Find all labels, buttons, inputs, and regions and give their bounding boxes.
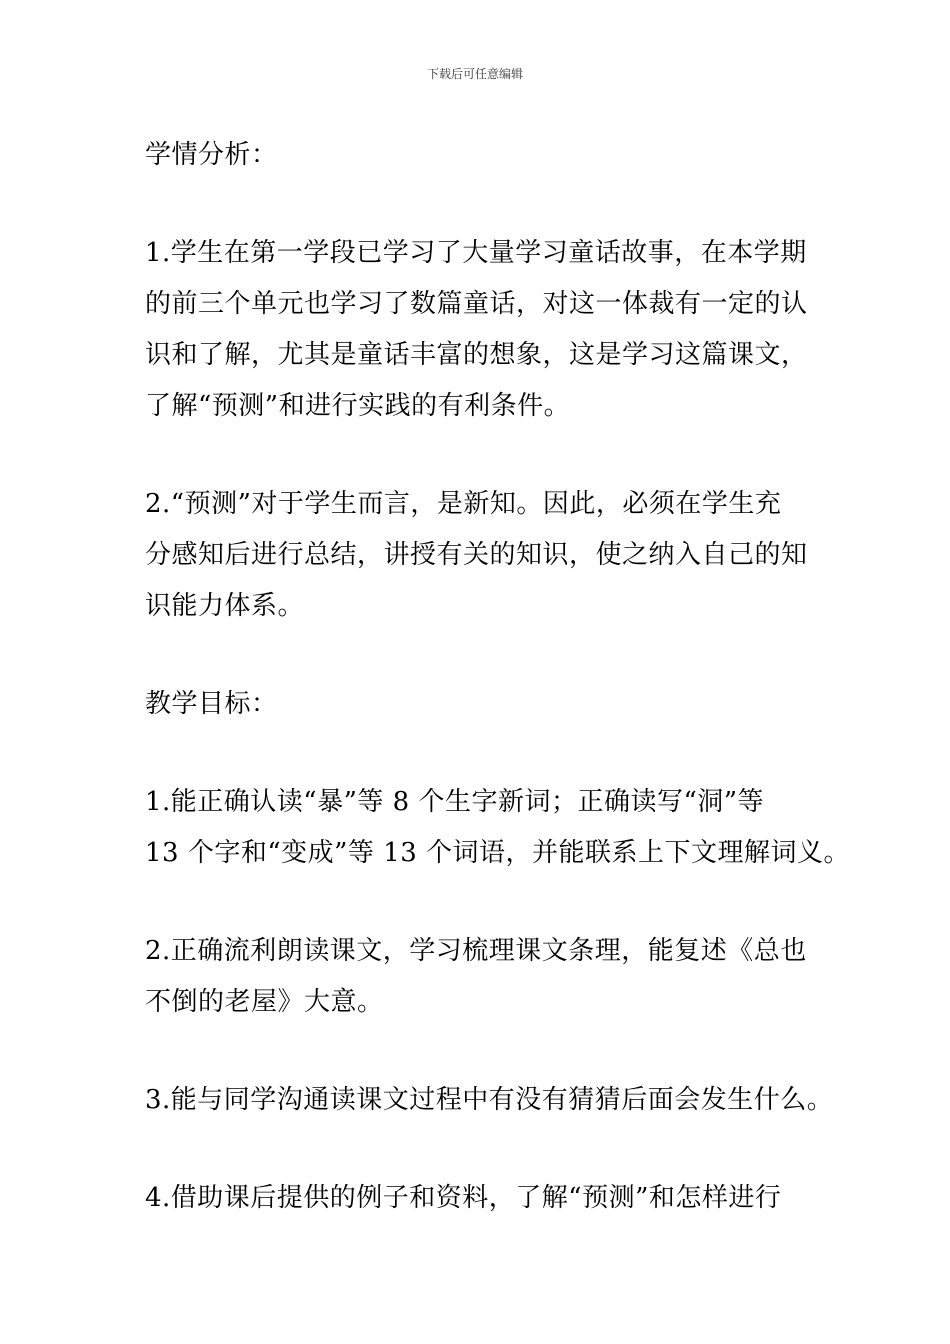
objective-paragraph-4 — [145, 1173, 825, 1224]
text-line: 分感知后进行总结，讲授有关的知识，使之纳入自己的知 — [145, 540, 808, 570]
text-line: 1.学生在第一学段已学习了大量学习童话故事，在本学期 — [145, 238, 807, 268]
text-line: 识和了解，尤其是童话丰富的想象，这是学习这篇课文， — [145, 340, 808, 370]
text-line: 学情分析： — [145, 140, 278, 170]
section-heading-objectives — [145, 679, 825, 730]
text-line: 3.能与同学沟通读课文过程中有没有猜猜后面会发生什么。 — [145, 1085, 834, 1115]
text-line: 2.正确流利朗读课文，学习梳理课文条理，能复述《总也 — [145, 936, 807, 966]
objective-paragraph-3 — [145, 1075, 834, 1126]
text-line: 教学目标： — [145, 689, 278, 719]
objective-paragraph-2 — [145, 926, 825, 1028]
text-line: 了解“预测”和进行实践的有利条件。 — [145, 391, 571, 421]
text-line: 的前三个单元也学习了数篇童话，对这一体裁有一定的认 — [145, 289, 808, 319]
text-line: 1.能正确认读“暴”等 8 个生字新词；正确读写“洞”等 — [145, 787, 765, 817]
page-header: 下载后可任意编辑 — [426, 67, 523, 81]
document-body — [145, 130, 851, 1224]
text-line: 13 个字和“变成”等 13 个词语，并能联系上下文理解词义。 — [145, 838, 851, 868]
analysis-paragraph-1 — [145, 228, 825, 432]
text-line: 2.“预测”对于学生而言，是新知。因此，必须在学生充 — [145, 489, 782, 519]
section-heading-analysis — [145, 130, 825, 181]
text-line: 不倒的老屋》大意。 — [145, 987, 384, 1017]
text-line: 识能力体系。 — [145, 591, 305, 621]
objective-paragraph-1 — [145, 777, 851, 879]
analysis-paragraph-2 — [145, 479, 825, 632]
text-line: 4.借助课后提供的例子和资料，了解“预测”和怎样进行 — [145, 1183, 782, 1213]
